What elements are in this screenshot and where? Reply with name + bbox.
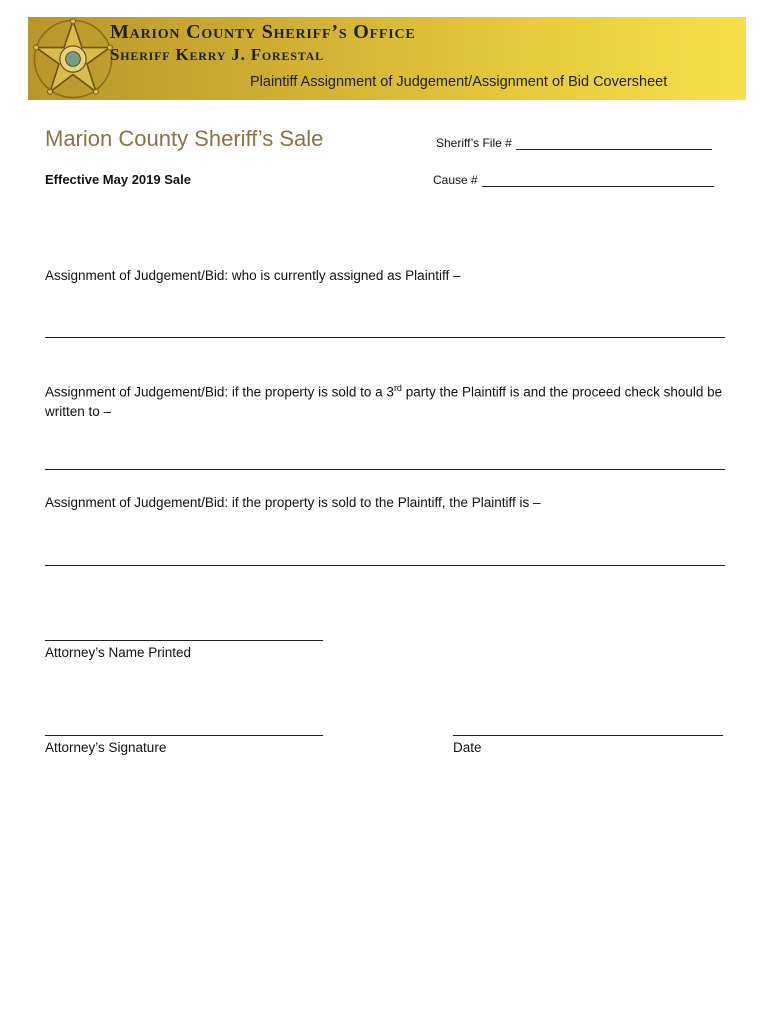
header-banner	[28, 17, 746, 100]
question-sold-to-plaintiff: Assignment of Judgement/Bid: if the property is sold to the Plaintiff, the Plaintiff is –	[45, 495, 541, 510]
form-title: Plaintiff Assignment of Judgement/Assignment of Bid Coversheet	[250, 74, 668, 90]
question-third-party-text-b: party the Plaintiff is and the proceed check should be written to –	[45, 384, 723, 419]
cause-input-line[interactable]	[482, 174, 714, 187]
attorney-name-line[interactable]	[45, 640, 323, 641]
date-label: Date	[453, 740, 482, 755]
question-third-party-text-a: Assignment of Judgement/Bid: if the property is sold to a 3	[45, 384, 394, 400]
cause-field	[433, 173, 714, 187]
attorney-name-label: Attorney’s Name Printed	[45, 645, 192, 660]
answer-line-sold-to-plaintiff[interactable]	[45, 565, 725, 566]
cause-label: Cause #	[433, 173, 478, 187]
question-current-plaintiff: Assignment of Judgement/Bid: who is currently assigned as Plaintiff –	[45, 268, 461, 283]
sheriff-star-badge-icon	[32, 18, 114, 100]
answer-line-third-party[interactable]	[45, 469, 725, 470]
sheriffs-file-field	[436, 136, 712, 150]
answer-line-current-plaintiff[interactable]	[45, 337, 725, 338]
date-line[interactable]	[453, 735, 723, 736]
sale-title: Marion County Sheriff’s Sale	[45, 126, 324, 151]
attorney-signature-line[interactable]	[45, 735, 323, 736]
sheriffs-file-input-line[interactable]	[516, 137, 712, 150]
effective-date: Effective May 2019 Sale	[45, 172, 191, 187]
question-third-party	[45, 379, 725, 421]
sheriff-name: Sheriff Kerry J. Forestal	[110, 45, 324, 64]
ordinal-suffix: rd	[393, 383, 402, 393]
attorney-signature-label: Attorney’s Signature	[45, 740, 167, 755]
sheriffs-file-label: Sheriff’s File #	[436, 136, 512, 150]
office-name: Marion County Sheriff’s Office	[110, 21, 416, 43]
